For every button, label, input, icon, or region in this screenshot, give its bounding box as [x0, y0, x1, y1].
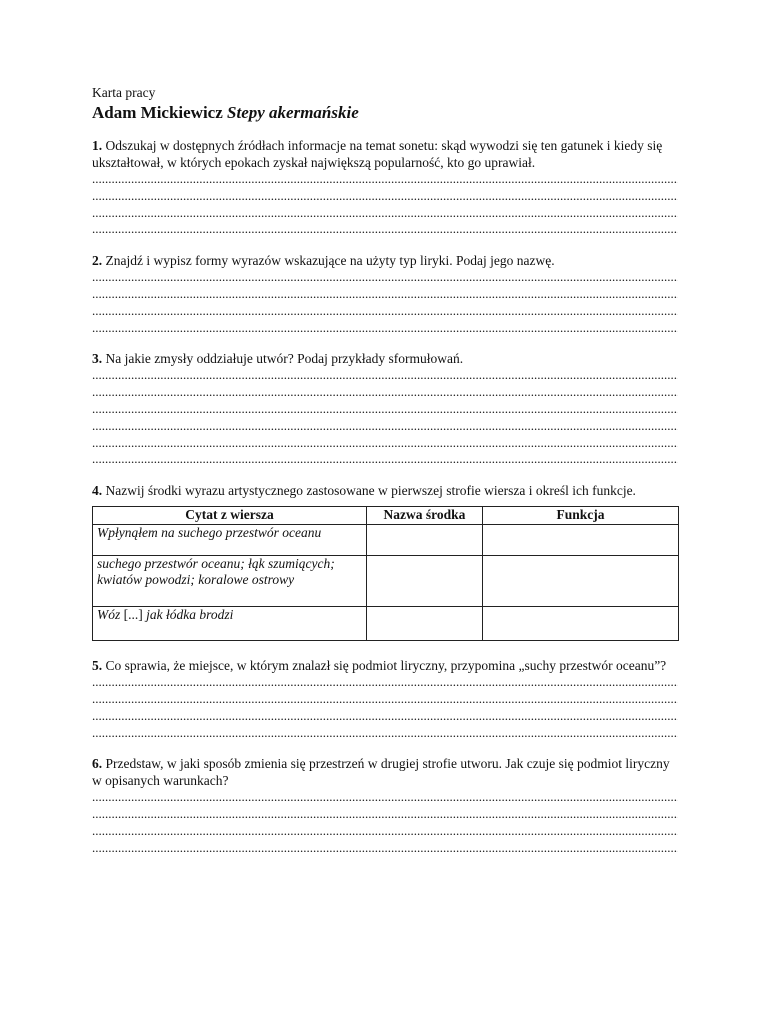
- column-header-device-name: Nazwa środka: [367, 507, 483, 525]
- answer-line: [92, 320, 678, 337]
- answer-lines-1[interactable]: [92, 171, 678, 238]
- question-5: [92, 657, 678, 674]
- answer-lines-5[interactable]: [92, 674, 678, 741]
- question-text: Odszukaj w dostępnych źródłach informacje na temat sonetu: skąd wywodzi się ten gatunek i kiedy się ukształtował, w których epokach zyskał największą popularność, kto go uprawiał.: [92, 138, 663, 170]
- question-4: [92, 482, 678, 499]
- device-name-cell[interactable]: [367, 607, 483, 641]
- question-text: Przedstaw, w jaki sposób zmienia się przestrzeń w drugiej strofie utworu. Jak czuje się podmiot liryczny w opisanych warunkach?: [92, 756, 670, 789]
- answer-line: [92, 451, 678, 468]
- column-header-quote: Cytat z wiersza: [93, 507, 367, 525]
- question-number: 5.: [92, 658, 103, 674]
- worksheet-title: [92, 102, 678, 124]
- answer-line: [92, 708, 678, 725]
- quote-text: ; łąk szumiących: [240, 556, 331, 572]
- answer-line: [92, 171, 678, 188]
- answer-line: [92, 384, 678, 401]
- stylistic-devices-table: [92, 506, 679, 641]
- question-6: [92, 755, 678, 789]
- question-number: 6.: [92, 756, 103, 772]
- answer-line: [92, 789, 678, 806]
- question-text: Znajdź i wypisz formy wyrazów wskazujące na użyty typ liryki. Podaj jego nazwę.: [105, 253, 555, 269]
- question-number: 2.: [92, 253, 103, 269]
- answer-line: [92, 418, 678, 435]
- answer-line: [92, 840, 678, 857]
- function-cell[interactable]: [483, 525, 679, 556]
- table-row: [93, 556, 679, 607]
- answer-line: [92, 188, 678, 205]
- quote-text: Wóz: [97, 607, 124, 623]
- answer-line: [92, 205, 678, 222]
- answer-line: [92, 725, 678, 742]
- table-row: [93, 525, 679, 556]
- question-number: 1.: [92, 138, 103, 153]
- quote-cell: [93, 607, 367, 641]
- quote-text: [...]: [123, 607, 143, 623]
- column-header-function: Funkcja: [483, 507, 679, 525]
- function-cell[interactable]: [483, 607, 679, 641]
- device-name-cell[interactable]: [367, 556, 483, 607]
- answer-line: [92, 401, 678, 418]
- question-number: 4.: [92, 483, 103, 499]
- author-name: Adam Mickiewicz: [92, 103, 223, 122]
- answer-line: [92, 303, 678, 320]
- answer-line: [92, 674, 678, 691]
- answer-line: [92, 823, 678, 840]
- quote-text: suchego przestwór oceanu: [97, 556, 241, 572]
- question-3: [92, 350, 678, 367]
- answer-line: [92, 367, 678, 384]
- worksheet-subtitle: Karta pracy: [92, 85, 156, 100]
- quote-text: jak łódka brodzi: [142, 607, 234, 623]
- answer-lines-6[interactable]: [92, 789, 678, 856]
- function-cell[interactable]: [483, 556, 679, 607]
- question-text: Co sprawia, że miejsce, w którym znalazł się podmiot liryczny, przypomina „suchy przestwór oceanu”?: [105, 658, 667, 674]
- answer-lines-3[interactable]: [92, 367, 678, 468]
- question-text: Na jakie zmysły oddziałuje utwór? Podaj przykłady sformułowań.: [105, 351, 464, 367]
- answer-lines-2[interactable]: [92, 269, 678, 336]
- quote-text: Wpłynąłem na suchego przestwór oceanu: [97, 525, 322, 541]
- answer-line: [92, 269, 678, 286]
- question-1: [92, 137, 678, 171]
- device-name-cell[interactable]: [367, 525, 483, 556]
- answer-line: [92, 806, 678, 823]
- answer-line: [92, 286, 678, 303]
- quote-cell: [93, 556, 367, 607]
- work-title: Stepy akermańskie: [227, 103, 359, 122]
- table-row: [93, 607, 679, 641]
- question-2: [92, 252, 678, 269]
- quote-text: ; kwiatów powodzi; koralowe ostrowy: [97, 556, 335, 588]
- answer-line: [92, 435, 678, 452]
- question-number: 3.: [92, 351, 103, 367]
- answer-line: [92, 691, 678, 708]
- answer-line: [92, 221, 678, 238]
- table-header-row: [93, 507, 679, 525]
- question-text: Nazwij środki wyrazu artystycznego zastosowane w pierwszej strofie wiersza i określ ich funkcje.: [105, 483, 636, 499]
- quote-cell: [93, 525, 367, 556]
- worksheet-page: [92, 84, 678, 857]
